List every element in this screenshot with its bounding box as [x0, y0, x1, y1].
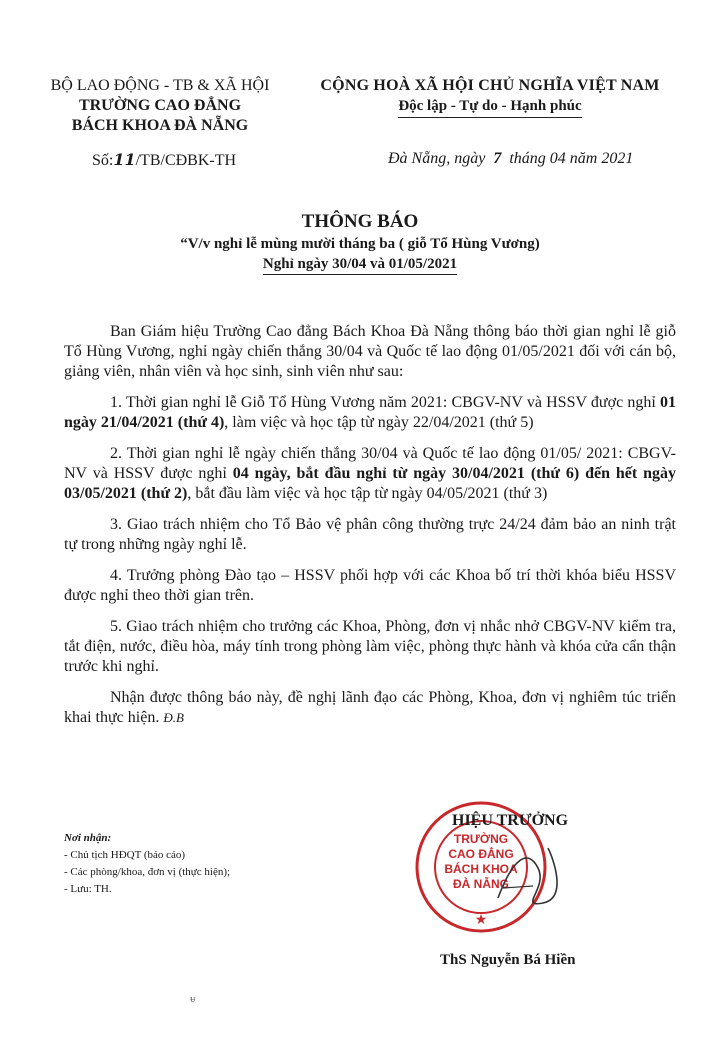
national-header [305, 76, 675, 118]
item-3: 3. Giao trách nhiệm cho Tổ Bảo vệ phân công thường trực 24/24 đảm bảo an ninh trật tự trong những ngày nghỉ lễ. [64, 516, 676, 553]
recipient-item: - Lưu: TH. [64, 883, 112, 895]
notice-body [64, 322, 676, 739]
recipient-item: - Các phòng/khoa, đơn vị (thực hiện); [64, 866, 231, 878]
handwritten-number: 11 [113, 150, 136, 169]
school-name-line2: BÁCH KHOA ĐÀ NẴNG [71, 117, 249, 134]
document-number: Số:11/TB/CĐBK-TH [92, 150, 237, 169]
recipients-block [64, 830, 230, 898]
item-5: 5. Giao trách nhiệm cho trưởng các Khoa, Phòng, đơn vị nhắc nhở CBGV-NV kiểm tra, tắt điện, nước, điều hòa, máy tính trong phòng làm việc, phòng thực hành và khóa cửa cẩn thận trước khi nghỉ. [64, 618, 676, 675]
national-motto: Độc lập - Tự do - Hạnh phúc [398, 96, 581, 118]
notice-subject: “V/v nghỉ lễ mùng mười tháng ba ( giỗ Tổ Hùng Vương) [180, 236, 540, 252]
notice-title-block [120, 210, 600, 275]
svg-text:★: ★ [474, 911, 488, 927]
notice-title: THÔNG BÁO [301, 211, 419, 232]
seal-text: TRƯỜNG CAO ĐẲNG BÁCH KHOA ĐÀ NẴNG [444, 832, 518, 891]
intro-paragraph: Ban Giám hiệu Trường Cao đẳng Bách Khoa Đà Nẵng thông báo thời gian nghỉ lễ giỗ Tổ Hùng Vương, nghỉ ngày chiến thắng 30/04 và Quốc tế lao động 01/05/2021 đối với cán bộ, giảng viên, nhân viên và học sinh, sinh viên như sau: [64, 323, 676, 380]
handwritten-signature [488, 838, 558, 918]
nation-name: CỘNG HOÀ XÃ HỘI CHỦ NGHĨA VIỆT NAM [320, 77, 660, 94]
handwritten-initials: Đ.B [163, 710, 184, 725]
document-date: Đà Nẵng, ngày 7 tháng 04 năm 2021 [388, 150, 634, 167]
recipient-item: - Chủ tịch HĐQT (báo cáo) [64, 849, 186, 861]
item-4: 4. Trưởng phòng Đào tạo – HSSV phối hợp với các Khoa bố trí thời khóa biểu HSSV được nghỉ theo thời gian trên. [64, 567, 676, 604]
issuer-header [40, 76, 280, 136]
closing-paragraph: Nhận được thông báo này, đề nghị lãnh đạo các Phòng, Khoa, đơn vị nghiêm túc triển khai thực hiện. Đ.B [64, 689, 676, 726]
handwritten-day: 7 [493, 150, 502, 167]
item-2: 2. Thời gian nghỉ lễ ngày chiến thắng 30/04 và Quốc tế lao động 01/05/ 2021: CBGV-NV và HSSV được nghỉ 04 ngày, bắt đầu nghỉ từ ngày 30/04/2021 (thứ 6) đến hết ngày 03/05/2021 (thứ 2), bắt đầu làm việc và học tập từ ngày 04/05/2021 (thứ 3) [64, 445, 677, 502]
footer-mark: ᵾ [190, 994, 196, 1005]
signer-title: HIỆU TRƯỞNG [452, 812, 569, 829]
notice-period: Nghỉ ngày 30/04 và 01/05/2021 [263, 254, 457, 275]
ministry-name: BỘ LAO ĐỘNG - TB & XÃ HỘI [50, 77, 270, 94]
item-1: 1. Thời gian nghỉ lễ Giỗ Tổ Hùng Vương năm 2021: CBGV-NV và HSSV được nghỉ 01 ngày 21/04/2021 (thứ 4), làm việc và học tập từ ngày 22/04/2021 (thứ 5) [64, 394, 676, 431]
school-name-line1: TRƯỜNG CAO ĐẲNG [78, 97, 242, 114]
recipients-label: Nơi nhận: [64, 832, 112, 844]
signer-name: ThS Nguyễn Bá Hiền [440, 952, 576, 968]
